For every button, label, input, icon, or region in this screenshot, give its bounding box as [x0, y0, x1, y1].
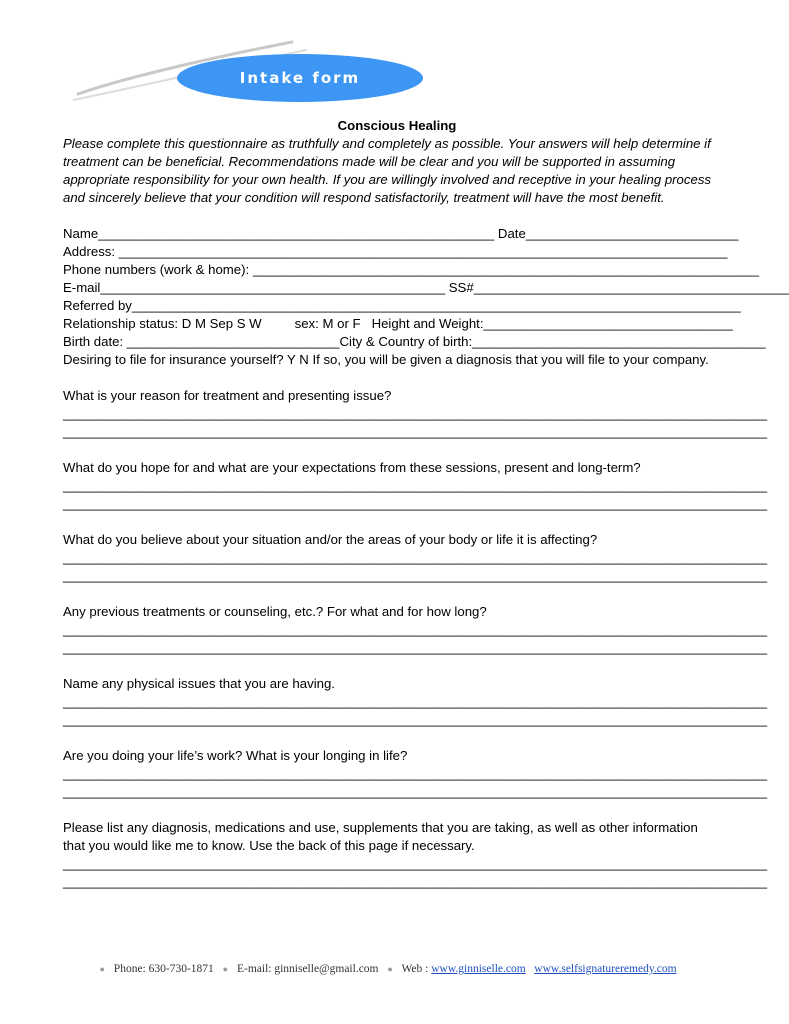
- question-block: [63, 603, 768, 657]
- website-link-ginniselle[interactable]: www.ginniselle.com: [431, 963, 526, 975]
- answer-line[interactable]: ________________________________________________________________________________________________: [63, 874, 768, 889]
- footer-contact: [0, 963, 770, 975]
- email-ss-row: [63, 279, 789, 297]
- bullet-icon: ●: [99, 964, 105, 975]
- address-row: [63, 243, 728, 261]
- answer-line[interactable]: ________________________________________________________________________________________________: [63, 712, 768, 727]
- birth-row: [63, 333, 766, 351]
- question-block: [63, 747, 768, 801]
- page-title: Conscious Healing: [337, 118, 457, 133]
- address-field[interactable]: ___________________________________________________________________________________: [118, 244, 728, 259]
- footer-email: E-mail: ginniselle@gmail.com: [236, 963, 379, 975]
- question-text: Please list any diagnosis, medications and use, supplements that you are taking, as well as other information that you would like me to know. Use the back of this page if necessary.: [63, 820, 698, 853]
- bullet-icon: ●: [222, 964, 229, 975]
- answer-line[interactable]: ________________________________________________________________________________________________: [63, 622, 768, 637]
- answer-line[interactable]: ________________________________________________________________________________________________: [63, 784, 768, 799]
- phone-field[interactable]: _____________________________________________________________________: [252, 262, 759, 277]
- birth-date-label: Birth date:: [63, 334, 124, 349]
- address-label: Address:: [63, 244, 116, 259]
- relationship-label: Relationship status: D M Sep S W: [63, 316, 262, 331]
- question-block: [63, 531, 768, 585]
- insurance-text: Desiring to file for insurance yourself? Y N If so, you will be given a diagnosis that you will file to your company.: [63, 352, 709, 367]
- birth-date-field[interactable]: _____________________________: [126, 334, 340, 349]
- banner-title: Intake form: [239, 69, 361, 87]
- answer-line[interactable]: ________________________________________________________________________________________________: [63, 496, 768, 511]
- answer-line[interactable]: ________________________________________________________________________________________________: [63, 694, 768, 709]
- referred-row: [63, 297, 741, 315]
- answer-line[interactable]: ________________________________________________________________________________________________: [63, 568, 768, 583]
- name-field[interactable]: ______________________________________________________: [98, 226, 495, 241]
- name-date-row: [63, 225, 739, 243]
- answer-line[interactable]: ________________________________________________________________________________________________: [63, 550, 768, 565]
- date-field[interactable]: _____________________________: [525, 226, 739, 241]
- footer-web-label: Web :: [401, 963, 429, 975]
- email-label: E-mail: [63, 280, 101, 295]
- answer-line[interactable]: ________________________________________________________________________________________________: [63, 766, 768, 781]
- question-block: [63, 675, 768, 729]
- question-block: [63, 819, 768, 891]
- answer-line[interactable]: ________________________________________________________________________________________________: [63, 856, 768, 871]
- answer-line[interactable]: ________________________________________________________________________________________________: [63, 406, 768, 421]
- city-country-label: City & Country of birth:: [339, 334, 473, 349]
- phone-row: [63, 261, 759, 279]
- question-block: [63, 387, 768, 441]
- form-content: [63, 117, 789, 891]
- intro-paragraph: Please complete this questionnaire as truthfully and completely as possible. Your answers will help determine if treatment can be beneficial. Recommendations made will be clear and you will be supported in assuming appropriate responsibility for your own health. If you are willingly involved and receptive in your healing process and sincerely believe that your condition will respond satisfactorily, treatment will have the most benefit.: [63, 136, 712, 205]
- question-text: What is your reason for treatment and presenting issue?: [63, 388, 392, 403]
- city-country-field[interactable]: ________________________________________: [472, 334, 766, 349]
- referred-label: Referred by: [63, 298, 132, 313]
- sex-label: sex: M or F: [294, 316, 361, 331]
- ss-field[interactable]: ___________________________________________: [473, 280, 789, 295]
- answer-line[interactable]: ________________________________________________________________________________________________: [63, 424, 768, 439]
- question-text: Name any physical issues that you are having.: [63, 676, 335, 691]
- insurance-row: [63, 351, 711, 369]
- phone-label: Phone numbers (work & home):: [63, 262, 250, 277]
- website-link-selfsignatureremedy[interactable]: www.selfsignatureremedy.com: [534, 963, 677, 975]
- answer-line[interactable]: ________________________________________________________________________________________________: [63, 478, 768, 493]
- height-weight-field[interactable]: __________________________________: [483, 316, 733, 331]
- question-text: Any previous treatments or counseling, etc.? For what and for how long?: [63, 604, 487, 619]
- name-label: Name: [63, 226, 99, 241]
- email-field[interactable]: _______________________________________________: [100, 280, 446, 295]
- question-text: What do you hope for and what are your expectations from these sessions, present and long-term?: [63, 460, 641, 475]
- intake-form-banner: [177, 54, 423, 102]
- personal-info-fields: [63, 225, 789, 369]
- height-weight-label: Height and Weight:: [371, 316, 484, 331]
- question-block: [63, 459, 768, 513]
- answer-line[interactable]: ________________________________________________________________________________________________: [63, 640, 768, 655]
- referred-field[interactable]: ___________________________________________________________________________________: [131, 298, 741, 313]
- date-label: Date: [497, 226, 526, 241]
- relationship-row: [63, 315, 733, 333]
- question-text: What do you believe about your situation and/or the areas of your body or life it is affecting?: [63, 532, 598, 547]
- footer-phone: Phone: 630-730-1871: [113, 963, 214, 975]
- ss-label: SS#: [448, 280, 474, 295]
- question-text: Are you doing your life’s work? What is your longing in life?: [63, 748, 408, 763]
- bullet-icon: ●: [387, 964, 393, 975]
